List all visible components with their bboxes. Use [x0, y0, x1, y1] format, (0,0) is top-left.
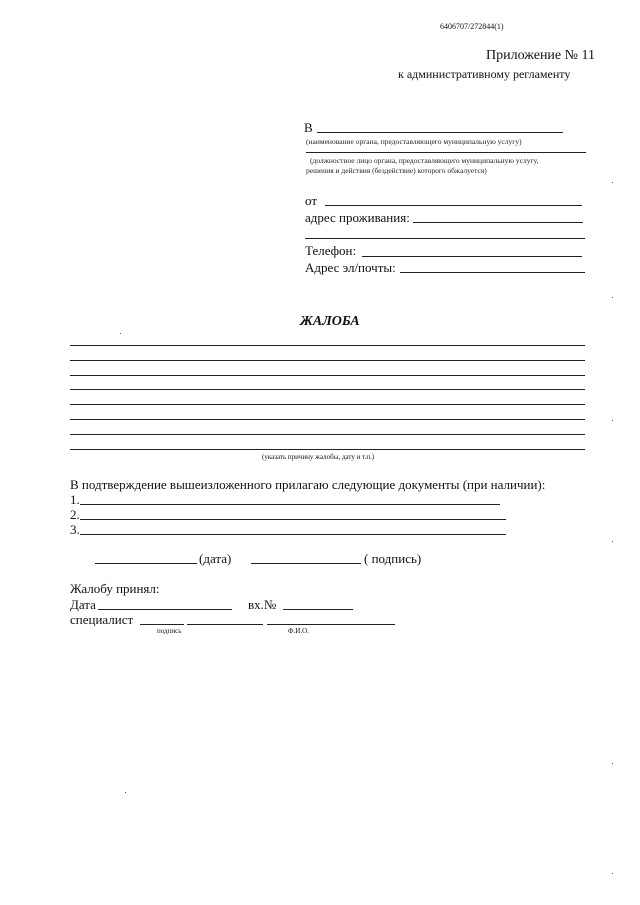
official-caption-line2: решения и действия (бездействие) которого обжалуется): [306, 166, 487, 175]
date-label: (дата): [199, 551, 232, 566]
scan-speck: [612, 297, 613, 298]
organ-name-field[interactable]: [317, 132, 563, 133]
signature-field[interactable]: [251, 563, 361, 564]
scan-speck: [120, 333, 121, 334]
signature-label: ( подпись): [364, 551, 422, 566]
complaint-text-line[interactable]: [70, 375, 585, 376]
attachments-intro: В подтверждение вышеизложенного прилагаю следующие документы (при наличии):: [70, 477, 546, 492]
residence-label: адрес проживания:: [305, 210, 410, 225]
incoming-number-label: вх.№: [248, 597, 277, 612]
attachment-field-1[interactable]: [80, 504, 500, 505]
received-date-label: Дата: [70, 597, 96, 612]
phone-label: Телефон:: [305, 243, 357, 258]
scan-speck: [125, 792, 126, 793]
appendix-title: Приложение № 11: [486, 48, 595, 63]
official-caption-line1: (должностное лицо органа, предоставляющего муниципальную услугу,: [310, 156, 539, 165]
official-field[interactable]: [306, 152, 586, 153]
from-field[interactable]: [325, 205, 582, 206]
attachment-field-2[interactable]: [80, 519, 506, 520]
complaint-text-line[interactable]: [70, 434, 585, 435]
organ-name-caption: (наименование органа, предоставляющего муниципальную услугу): [306, 137, 522, 146]
sign-caption: подпись: [157, 627, 182, 635]
specialist-signature-field[interactable]: [140, 624, 184, 625]
reason-caption: (указать причину жалобы, дату и т.п.): [262, 453, 375, 461]
complaint-text-line[interactable]: [70, 360, 585, 361]
complaint-text-line[interactable]: [70, 404, 585, 405]
attachment-number-3: 3.: [70, 522, 80, 537]
complaint-text-line[interactable]: [70, 389, 585, 390]
complaint-text-line[interactable]: [70, 449, 585, 450]
received-date-field[interactable]: [98, 609, 232, 610]
scan-speck: [612, 763, 613, 764]
email-label: Адрес эл/почты:: [305, 260, 396, 275]
email-field[interactable]: [400, 272, 585, 273]
to-prefix: В: [304, 120, 313, 135]
complaint-text-line[interactable]: [70, 419, 585, 420]
phone-field[interactable]: [362, 256, 582, 257]
specialist-label: специалист: [70, 612, 134, 627]
specialist-signature-field-2[interactable]: [187, 624, 263, 625]
received-heading: Жалобу принял:: [70, 581, 160, 596]
scan-speck: [612, 420, 613, 421]
complaint-title: ЖАЛОБА: [300, 314, 360, 329]
date-field[interactable]: [95, 563, 197, 564]
residence-field-line2[interactable]: [305, 238, 585, 239]
scan-speck: [612, 873, 613, 874]
from-label: от: [305, 193, 318, 208]
attachment-number-2: 2.: [70, 507, 80, 522]
appendix-subtitle: к административному регламенту: [398, 67, 571, 81]
complaint-text-line[interactable]: [70, 345, 585, 346]
scan-speck: [612, 182, 613, 183]
fio-caption: Ф.И.О.: [288, 627, 309, 635]
document-id: 6406707/272844(1): [440, 22, 504, 31]
specialist-fio-field[interactable]: [267, 624, 395, 625]
attachment-number-1: 1.: [70, 492, 80, 507]
attachment-field-3[interactable]: [80, 534, 506, 535]
residence-field[interactable]: [413, 222, 583, 223]
incoming-number-field[interactable]: [283, 609, 353, 610]
scan-speck: [612, 541, 613, 542]
